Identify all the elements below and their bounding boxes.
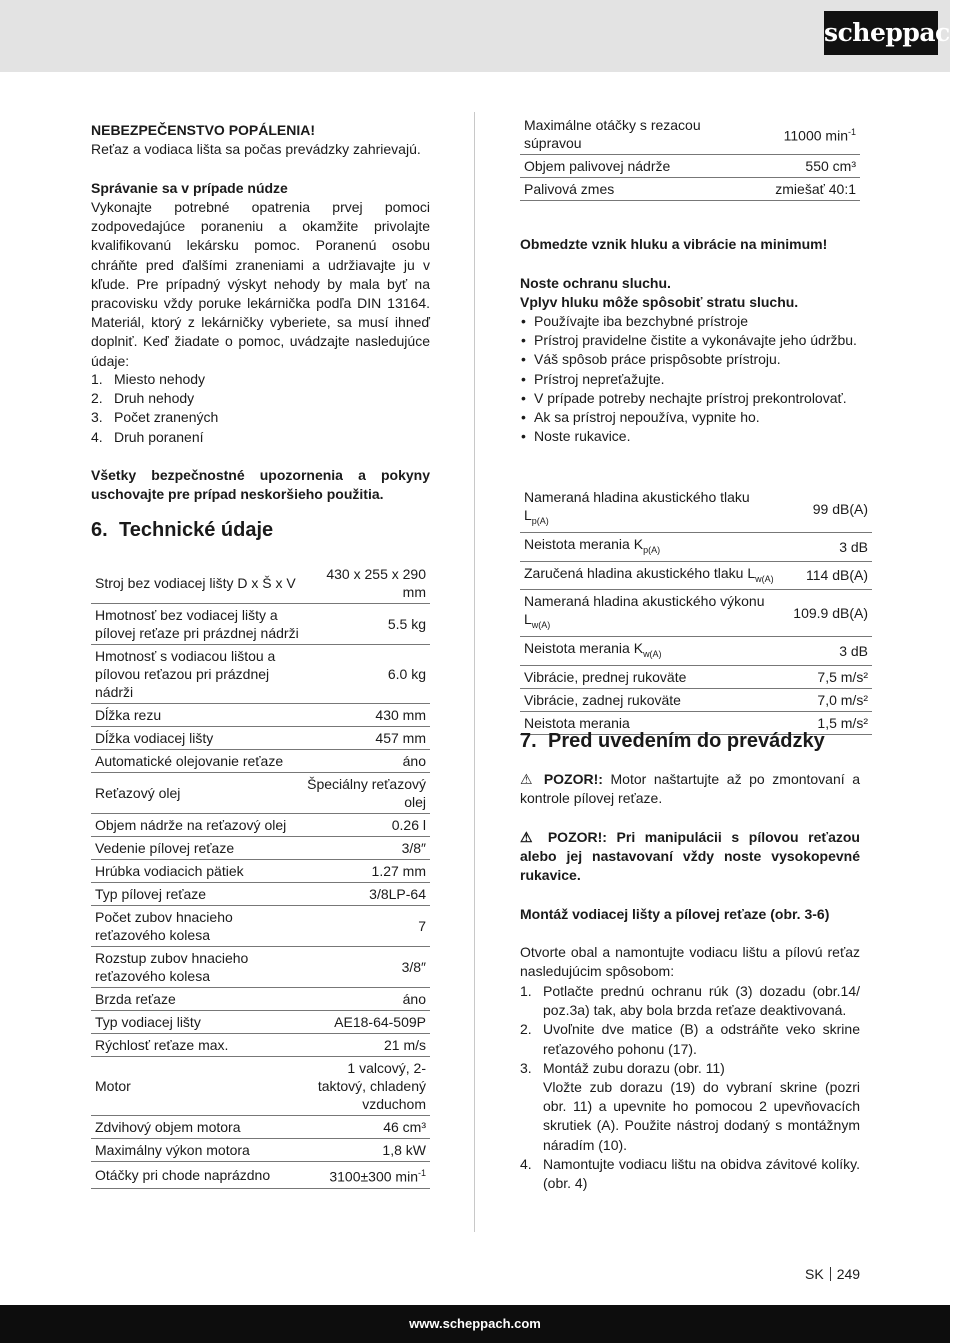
- spec-label: Maximálne otáčky s rezacou súpravou: [520, 114, 750, 155]
- list-item: • Používajte iba bezchybné prístroje: [520, 312, 860, 331]
- spec-value: 114 dB(A): [782, 561, 872, 590]
- table-row: [520, 114, 860, 155]
- list-item: • Prístroj nepreťažujte.: [520, 370, 860, 389]
- list-item: 1. Potlačte prednú ochranu rúk (3) dozadu (obr.14/ poz.3a) tak, aby bola brzda reťaze deaktivovaná.: [520, 983, 860, 1019]
- table-row: [91, 947, 430, 988]
- noise-vibration-table: [520, 486, 872, 735]
- spec-label: Hrúbka vodiacich pätiek: [91, 860, 303, 883]
- table-row: [91, 1139, 430, 1162]
- table-row: [91, 727, 430, 750]
- table-row: [91, 750, 430, 773]
- spec-value: 7: [303, 906, 430, 947]
- spec-label: Vibrácie, zadnej rukoväte: [520, 688, 782, 711]
- spec-label: Otáčky pri chode naprázdno: [91, 1162, 303, 1189]
- spec-label: Dĺžka rezu: [91, 704, 303, 727]
- emergency-text: Vykonajte potrebné opatrenia prvej pomoci zodpovedajúce poraneniu a okamžite privolajte kvalifikovanú lekársku pomoc. Poranenú osobu chráňte pred ďalšími zraneniami a udržiavajte ju v kľude. Pre prípadný výskyt nehody by mala byť na pracovisku vždy poruke lekárnička podľa DIN 13164. Materiál, ktorý z lekárničky vyberiete, sa musí ihneď doplniť. Keď žiadate o pomoc, uvádzajte nasledujúce údaje:: [91, 199, 430, 369]
- list-item: 3. Počet zranených: [91, 409, 219, 426]
- footer-bar: [0, 1305, 950, 1343]
- technical-data-table: [91, 563, 430, 1189]
- hearing-loss-warning: Vplyv hluku môže spôsobiť stratu sluchu.: [520, 294, 799, 310]
- table-row: [91, 1034, 430, 1057]
- table-row: [91, 883, 430, 906]
- spec-value: 3100±300 $\min^{-1}$: [303, 1162, 430, 1189]
- spec-value: 6.0 kg: [303, 645, 430, 704]
- list-item: 1. Miesto nehody: [91, 371, 206, 387]
- table-row: [91, 860, 430, 883]
- spec-label: Stroj bez vodiacej lišty D x Š x V: [91, 563, 303, 604]
- spec-label: Objem nádrže na reťazový olej: [91, 814, 303, 837]
- list-item: • Ak sa prístroj nepoužíva, vypnite ho.: [520, 408, 860, 427]
- spec-value: 3 dB: [782, 532, 872, 561]
- table-row: [520, 688, 872, 711]
- spec-label: Dĺžka vodiacej lišty: [91, 727, 303, 750]
- spec-value: 3/8″: [303, 947, 430, 988]
- spec-value: 430 x 255 x 290 mm: [303, 563, 430, 604]
- spec-value: zmiešať 40:1: [750, 178, 860, 201]
- burn-warning-title: NEBEZPEČENSTVO POPÁLENIA!: [91, 122, 316, 138]
- spec-value: 7,5 m/s²: [782, 665, 872, 688]
- table-row: [91, 837, 430, 860]
- spec-label: Typ pílovej reťaze: [91, 883, 303, 906]
- table-row: [520, 155, 860, 178]
- warning-start-engine: ⚠ POZOR!: Motor naštartujte až po zmontovaní a kontrole pílovej reťaze.: [520, 771, 861, 807]
- spec-value: 11000 $\min^{-1}$: [750, 114, 860, 155]
- spec-label: Motor: [91, 1057, 303, 1116]
- spec-label: Objem palivovej nádrže: [520, 155, 750, 178]
- spec-value: 1 valcový, 2-taktový, chladený vzduchom: [303, 1057, 430, 1116]
- spec-label: Typ vodiacej lišty: [91, 1011, 303, 1034]
- mounting-steps: [520, 982, 860, 1193]
- table-row: [91, 773, 430, 814]
- spec-value: 3 dB: [782, 637, 872, 666]
- spec-value: 3/8″: [303, 837, 430, 860]
- spec-label: Nameraná hladina akustického tlaku $L_{p(A)}$: [520, 486, 782, 532]
- table-row: [91, 988, 430, 1011]
- spec-value: AE18-64-509P: [303, 1011, 430, 1034]
- noise-bullet-list: [520, 312, 860, 446]
- spec-value: 3/8LP-64: [303, 883, 430, 906]
- keep-instructions-notice: Všetky bezpečnostné upozornenia a pokyny uschovajte pre prípad neskoršieho použitia.: [91, 467, 430, 503]
- table-row: [520, 665, 872, 688]
- spec-value: áno: [303, 988, 430, 1011]
- website-url: www.scheppach.com: [409, 1316, 541, 1331]
- column-divider: [474, 112, 475, 1232]
- table-row: [91, 1011, 430, 1034]
- section-heading-technical: 6. Technické údaje: [91, 519, 274, 541]
- spec-value: 457 mm: [303, 727, 430, 750]
- warning-triangle-icon: ⚠: [520, 771, 537, 787]
- spec-label: Neistota merania $K_{p(A)}$: [520, 532, 782, 561]
- table-row: [520, 590, 872, 637]
- table-row: [91, 704, 430, 727]
- spec-value: 1,5 m/s²: [782, 711, 872, 734]
- table-row: [91, 1116, 430, 1139]
- section-heading-before-operation: 7. Pred uvedením do prevádzky: [520, 730, 825, 752]
- spec-value: Špeciálny reťazový olej: [303, 773, 430, 814]
- spec-value: áno: [303, 750, 430, 773]
- mounting-intro: Otvorte obal a namontujte vodiacu lištu a pílovú reťaz nasledujúcim spôsobom:: [520, 944, 860, 980]
- mounting-title: Montáž vodiacej lišty a pílovej reťaze (obr. 3-6): [520, 906, 830, 922]
- warning-triangle-icon: ⚠: [520, 829, 539, 845]
- list-item: • Prístroj pravidelne čistite a vykonávajte jeho údržbu.: [520, 331, 860, 350]
- spec-label: Hmotnosť bez vodiacej lišty a pílovej reťaze pri prázdnej nádrži: [91, 604, 303, 645]
- table-row: [520, 486, 872, 532]
- list-item: • Noste rukavice.: [520, 427, 860, 446]
- warning-gloves: ⚠ POZOR!: Pri manipulácii s pílovou reťazou alebo jej nastavovaní vždy noste vysokopevné rukavice.: [520, 829, 860, 884]
- spec-value: 5.5 kg: [303, 604, 430, 645]
- spec-value: 21 m/s: [303, 1034, 430, 1057]
- table-row: [520, 532, 872, 561]
- table-row: [520, 637, 872, 666]
- spec-label: Zaručená hladina akustického tlaku $L_{w(A)}$: [520, 561, 782, 590]
- spec-label: Rýchlosť reťaze max.: [91, 1034, 303, 1057]
- list-item: • Váš spôsob práce prispôsobte prístroju.: [520, 350, 860, 369]
- emergency-list: [91, 370, 430, 447]
- spec-label: Automatické olejovanie reťaze: [91, 750, 303, 773]
- spec-value: 430 mm: [303, 704, 430, 727]
- spec-label: Rozstup zubov hnacieho reťazového kolesa: [91, 947, 303, 988]
- hearing-protection-title: Noste ochranu sluchu.: [520, 275, 671, 291]
- list-item: 2. Druh nehody: [91, 390, 195, 407]
- spec-value: 109.9 dB(A): [782, 590, 872, 637]
- burn-warning-text: Reťaz a vodiaca lišta sa počas prevádzky zahrievajú.: [91, 141, 421, 157]
- table-row: [91, 563, 430, 604]
- header-bar: [0, 0, 950, 72]
- table-row: [91, 1057, 430, 1116]
- spec-value: 46 cm³: [303, 1116, 430, 1139]
- spec-value: 7,0 m/s²: [782, 688, 872, 711]
- spec-label: Zdvihový objem motora: [91, 1116, 303, 1139]
- emergency-title: Správanie sa v prípade núdze: [91, 180, 288, 196]
- spec-label: Vibrácie, prednej rukoväte: [520, 665, 782, 688]
- brand-logo: scheppach: [824, 11, 938, 55]
- technical-data-table-continued: [520, 114, 860, 201]
- spec-label: Počet zubov hnacieho reťazového kolesa: [91, 906, 303, 947]
- list-item: • V prípade potreby nechajte prístroj prekontrolovať.: [520, 389, 860, 408]
- table-row: [91, 604, 430, 645]
- spec-label: Maximálny výkon motora: [91, 1139, 303, 1162]
- spec-label: Neistota merania: [520, 711, 782, 734]
- table-row: [91, 906, 430, 947]
- table-row: [91, 814, 430, 837]
- page-number: SK 249: [805, 1266, 861, 1282]
- list-item: 3. Montáž zubu dorazu (obr. 11) Vložte zub dorazu (19) do vybraní skrine (pozri obr. 11) a upevnite ho pomocou 2 upevňovacích skrutiek (A). Použite nástroj dodaný s montážnym náradím (10).: [520, 1059, 860, 1153]
- spec-label: Brzda reťaze: [91, 988, 303, 1011]
- list-item: 2. Uvoľnite dve matice (B) a odstráňte veko skrine reťazového pohonu (17).: [520, 1021, 860, 1057]
- spec-value: 0.26 l: [303, 814, 430, 837]
- noise-minimize-notice: Obmedzte vznik hluku a vibrácie na minimum!: [520, 236, 828, 252]
- spec-value: 99 dB(A): [782, 486, 872, 532]
- spec-value: 1.27 mm: [303, 860, 430, 883]
- spec-label: Hmotnosť s vodiacou lištou a pílovou reťazou pri prázdnej nádrži: [91, 645, 303, 704]
- list-item: 4. Druh poranení: [91, 428, 204, 445]
- spec-label: Neistota merania $K_{w(A)}$: [520, 637, 782, 666]
- table-row: [520, 561, 872, 590]
- table-row: [91, 1162, 430, 1189]
- spec-value: 550 cm³: [750, 155, 860, 178]
- list-item: 4. Namontujte vodiacu lištu na obidva závitové kolíky. (obr. 4): [520, 1155, 860, 1192]
- spec-value: 1,8 kW: [303, 1139, 430, 1162]
- spec-label: Reťazový olej: [91, 773, 303, 814]
- spec-label: Nameraná hladina akustického výkonu $L_{w(A)}$: [520, 590, 782, 637]
- spec-label: Vedenie pílovej reťaze: [91, 837, 303, 860]
- table-row: [91, 645, 430, 704]
- spec-label: Palivová zmes: [520, 178, 750, 201]
- table-row: [520, 178, 860, 201]
